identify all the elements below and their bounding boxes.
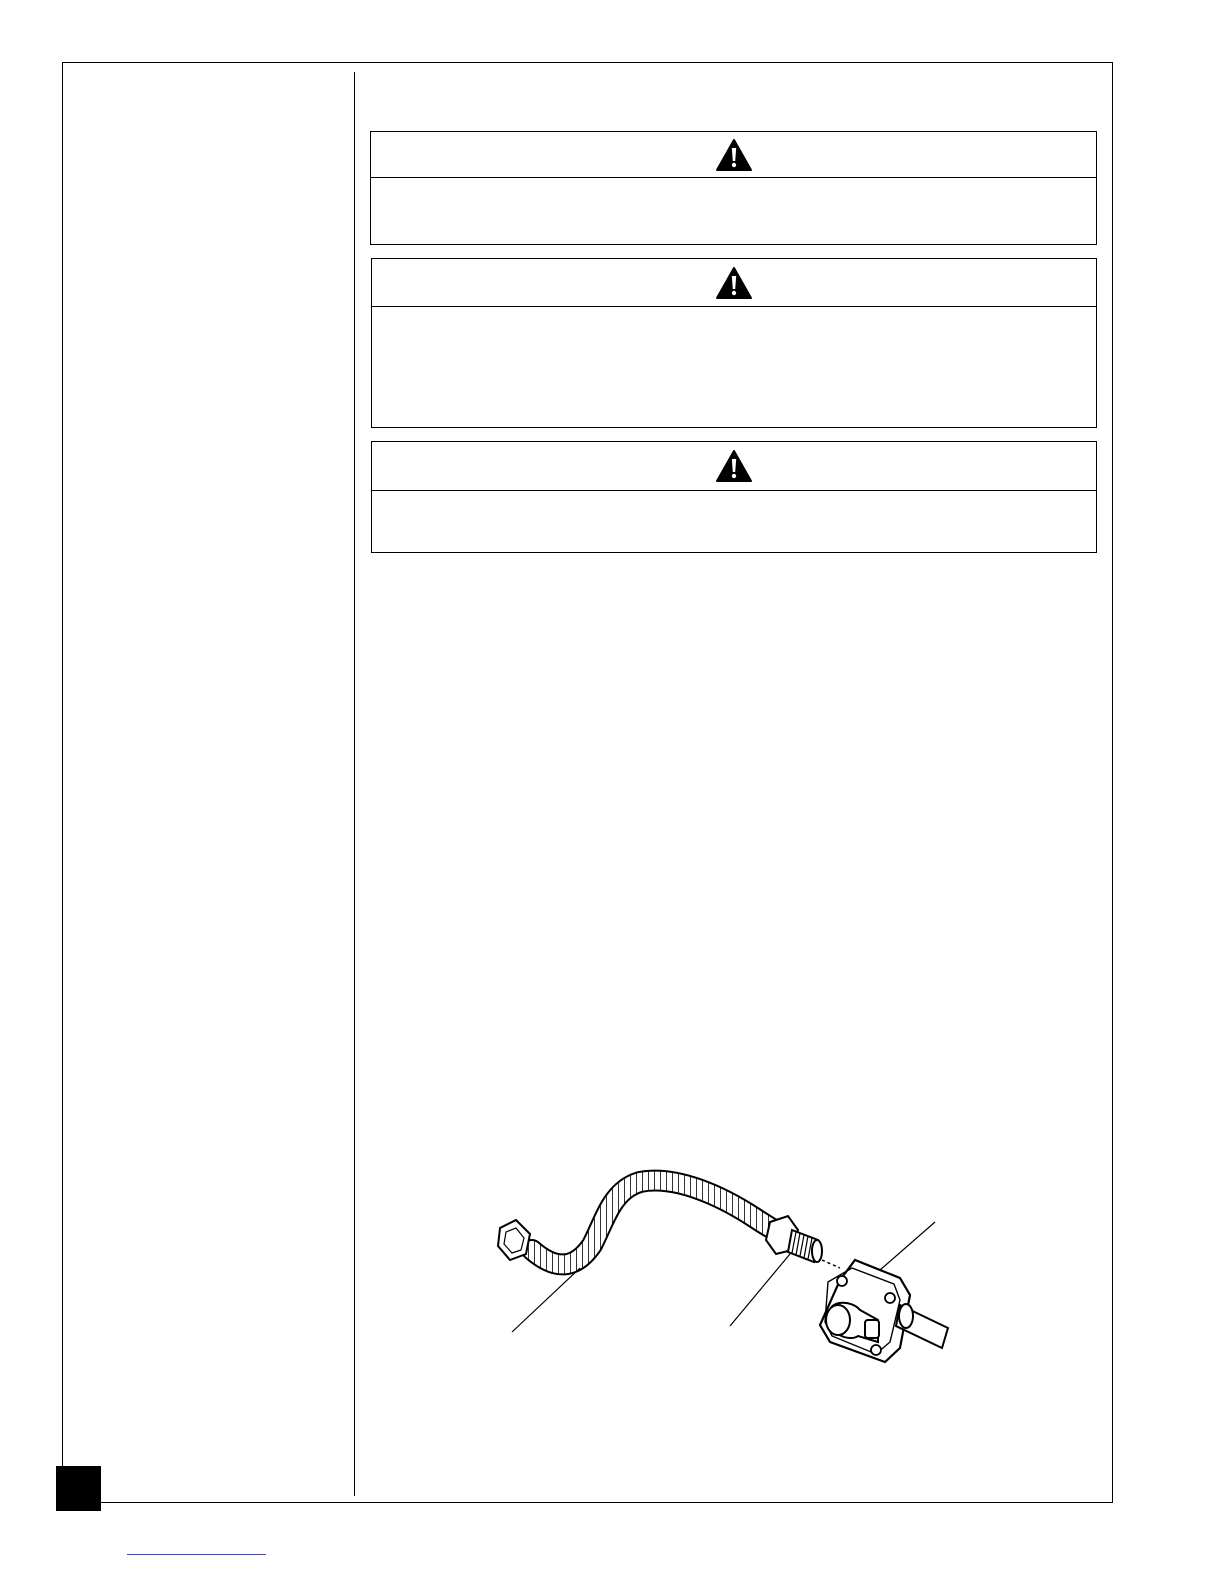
gas-connector-illustration [480,1150,970,1380]
warning-box-header [371,132,1096,178]
warning-box-text [372,491,1096,552]
column-divider [354,72,355,1496]
left-flare-nut [498,1220,530,1260]
warning-box-text [372,307,1096,427]
gas-valve [820,1260,948,1362]
warning-triangle-icon [715,449,753,483]
warning-box-3 [371,441,1097,553]
warning-box-2 [371,258,1097,428]
warning-box-header [372,259,1096,307]
warning-box-text [371,178,1096,244]
leader-line-fitting [730,1254,790,1326]
page-corner-tab [56,1466,101,1511]
warning-box-header [372,442,1096,491]
bottom-link-underline[interactable] [127,1554,266,1555]
warning-triangle-icon [715,266,753,300]
leader-line-hose [512,1268,580,1332]
connector-fitting [766,1216,822,1262]
leader-line-valve [880,1222,935,1270]
warning-box-1 [370,131,1097,245]
warning-triangle-icon [715,138,753,172]
